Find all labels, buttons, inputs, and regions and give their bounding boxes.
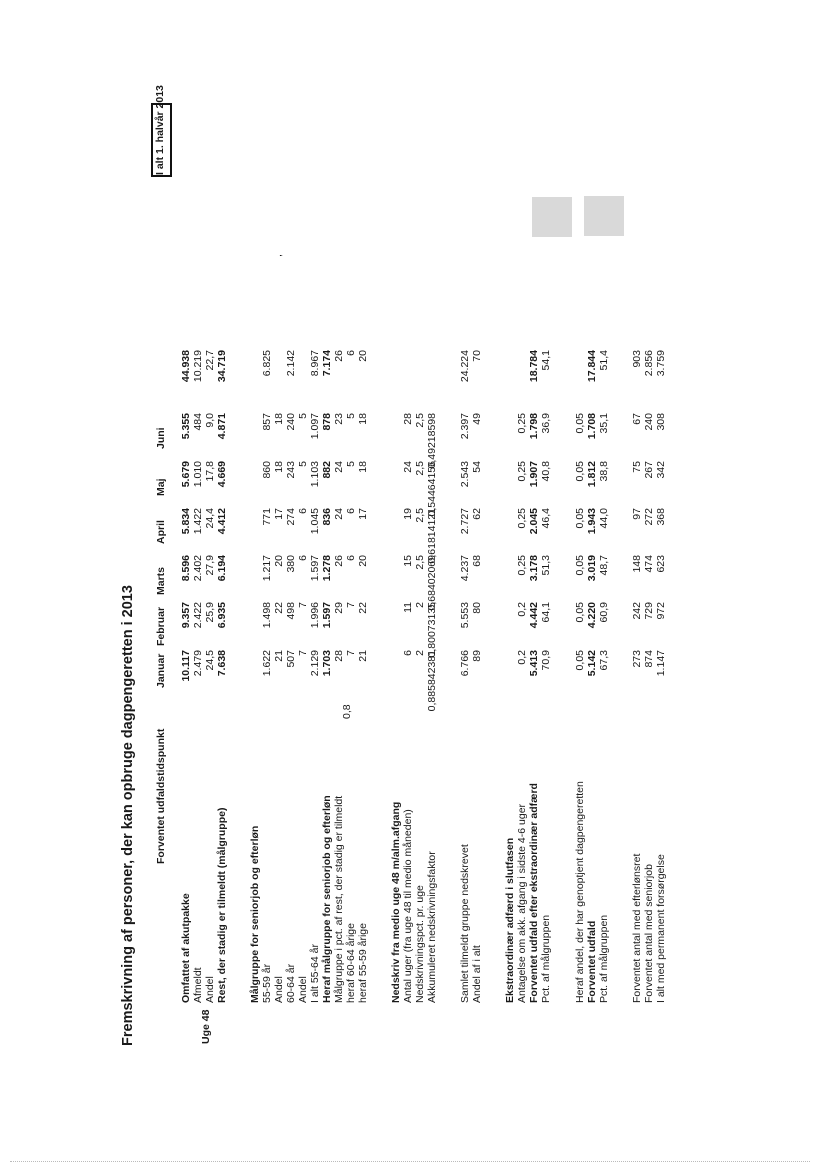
table-cell: 2.045 — [528, 508, 540, 535]
table-cell: 75 — [631, 461, 643, 473]
table-cell: 6 — [402, 650, 414, 656]
table-cell: 46,4 — [540, 508, 552, 529]
table-cell: 17.844 — [586, 350, 598, 383]
table-cell: 5.553 — [459, 602, 471, 629]
table-cell: 26 — [333, 555, 345, 567]
table-cell: 5.355 — [180, 413, 192, 440]
table-cell: 6.766 — [459, 650, 471, 677]
table-cell: 24 — [402, 461, 414, 473]
table-cell: 24,5 — [204, 650, 216, 671]
table-cell: 1.597 — [309, 555, 321, 582]
table-cell: 24,4 — [204, 508, 216, 529]
highlight-total-18784 — [532, 197, 572, 237]
row-label: Samlet tilmeldt gruppe nedskrevet — [459, 844, 471, 1003]
table-cell: 242 — [631, 602, 643, 620]
table-cell: 2.727 — [459, 508, 471, 535]
table-cell: 60,9 — [598, 602, 610, 623]
table-cell: 148 — [631, 555, 643, 573]
table-cell: 0,49218598 — [426, 413, 438, 469]
table-cell: 17,8 — [204, 461, 216, 482]
table-cell: 836 — [321, 508, 333, 526]
table-cell: 6 — [297, 508, 309, 514]
table-cell: 1.798 — [528, 413, 540, 440]
table-cell: 2,5 — [414, 413, 426, 428]
table-cell: 2.856 — [643, 350, 655, 377]
total-column-header-box — [151, 103, 172, 177]
table-cell: 67 — [631, 413, 643, 425]
row-label: I alt 55-64 år — [309, 944, 321, 1003]
table-cell: 64,1 — [540, 602, 552, 623]
row-label: Nedskriv fra medio uge 48 m/alm.afgang — [390, 801, 402, 1003]
column-header-6: I alt 1. halvår 2013 — [154, 85, 166, 175]
table-cell: 19 — [402, 508, 414, 520]
table-cell: 0,885842381 — [426, 650, 438, 712]
table-cell: 1.943 — [586, 508, 598, 535]
row-label: Andel — [204, 976, 216, 1003]
table-cell: 18.784 — [528, 350, 540, 383]
table-cell: 40,8 — [540, 461, 552, 482]
table-cell: 17 — [273, 508, 285, 520]
table-cell: 25,9 — [204, 602, 216, 623]
table-cell: 5.834 — [180, 508, 192, 535]
table-cell: 623 — [655, 555, 667, 573]
table-cell: 5.142 — [586, 650, 598, 677]
table-cell: 6.825 — [261, 350, 273, 377]
table-cell: 18 — [273, 461, 285, 473]
table-cell: 80 — [471, 602, 483, 614]
table-cell: 11 — [402, 602, 414, 613]
row-label: Andel af i alt — [471, 945, 483, 1003]
table-cell: 89 — [471, 650, 483, 662]
table-cell: 49 — [471, 413, 483, 425]
table-cell: 1.278 — [321, 555, 333, 582]
table-cell: 0,80073135 — [426, 602, 438, 658]
row-label: Andel — [273, 976, 285, 1003]
table-cell: 7 — [297, 650, 309, 656]
table-cell: 28 — [402, 413, 414, 425]
table-cell: 20 — [357, 350, 369, 362]
table-cell: 484 — [192, 413, 204, 431]
row-label: Antal uger (fra uge 48 til medio måneden) — [402, 809, 414, 1003]
table-cell: 0,68402069 — [426, 555, 438, 611]
table-cell: 51,4 — [598, 350, 610, 371]
table-cell: 857 — [261, 413, 273, 431]
row-label: Målgruppe for seniorjob og efterløn — [249, 825, 261, 1003]
table-cell: 267 — [643, 461, 655, 479]
table-cell: 23 — [333, 413, 345, 425]
table-cell: 5.413 — [528, 650, 540, 677]
table-cell: 68 — [471, 555, 483, 567]
table-cell: 44,0 — [598, 508, 610, 529]
table-cell: 4.442 — [528, 602, 540, 629]
column-header-2: Marts — [155, 566, 167, 595]
table-cell: 21 — [273, 650, 285, 662]
table-cell: 8.596 — [180, 555, 192, 582]
table-cell: 878 — [321, 413, 333, 431]
table-cell: 1.907 — [528, 461, 540, 488]
table-cell: 3.019 — [586, 555, 598, 582]
table-cell: 0,25 — [516, 461, 528, 482]
table-cell: 1.597 — [321, 602, 333, 629]
table-cell: 1.622 — [261, 650, 273, 677]
table-cell: 0,05 — [574, 602, 586, 623]
table-cell: 860 — [261, 461, 273, 479]
table-cell: 1.045 — [309, 508, 321, 535]
table-cell: 0,25 — [516, 508, 528, 529]
table-cell: 51,3 — [540, 555, 552, 576]
table-cell: 6 — [345, 350, 357, 356]
table-cell: 17 — [357, 508, 369, 520]
table-cell: 5 — [345, 413, 357, 419]
table-cell: 2.142 — [285, 350, 297, 377]
table-cell: 1.996 — [309, 602, 321, 629]
table-cell: 6.194 — [216, 555, 228, 582]
table-cell: 54,1 — [540, 350, 552, 371]
row-label: Ekstraordinær adfærd i slutfasen — [504, 837, 516, 1003]
row-label: Målgruppe i pct. af rest, der stadig er tilmeldt — [333, 795, 345, 1003]
highlight-total-17844 — [584, 196, 624, 236]
table-cell: 498 — [285, 602, 297, 620]
table-cell: 62 — [471, 508, 483, 520]
table-cell: 6 — [345, 555, 357, 561]
row-label: Forventet antal med efterlønsret — [631, 853, 643, 1003]
table-cell: 0,25 — [516, 555, 528, 576]
table-cell: 1.703 — [321, 650, 333, 677]
table-cell: 28 — [333, 650, 345, 662]
table-cell: 27,9 — [204, 555, 216, 576]
table-cell: 0,05 — [574, 555, 586, 576]
table-cell: 54 — [471, 461, 483, 473]
table-cell: 6 — [297, 555, 309, 561]
table-cell: 1.097 — [309, 413, 321, 440]
table-cell: 2.402 — [192, 555, 204, 582]
table-cell: 2.397 — [459, 413, 471, 440]
table-cell: 308 — [655, 413, 667, 431]
scan-edge-line — [10, 1161, 810, 1162]
row-label: Omfattet af akutpakke — [180, 893, 192, 1003]
header-label: Forventet udfaldstidspunkt — [155, 728, 167, 864]
table-cell: 8.967 — [309, 350, 321, 377]
table-cell: 1.708 — [586, 413, 598, 440]
table-cell: 48,7 — [598, 555, 610, 576]
table-cell: 3.759 — [655, 350, 667, 377]
table-cell: 0,2 — [516, 602, 528, 617]
table-cell: 2,5 — [414, 461, 426, 476]
row-label: Forventet udfald efter ekstraordinær adfærd — [528, 783, 540, 1003]
table-cell: 240 — [643, 413, 655, 431]
table-cell: 2.543 — [459, 461, 471, 488]
table-cell: 22 — [357, 602, 369, 614]
table-cell: 29 — [333, 602, 345, 614]
table-cell: 380 — [285, 555, 297, 573]
table-cell: 24.224 — [459, 350, 471, 383]
table-cell: 0,25 — [516, 413, 528, 434]
page-title: Fremskrivning af personer, der kan opbruge dagpengeretten i 2013 — [120, 585, 136, 1046]
table-cell: 0,2 — [516, 650, 528, 665]
table-cell: 882 — [321, 461, 333, 479]
table-cell: 22,7 — [204, 350, 216, 371]
row-label: Akkumuleret nedskrivningsfaktor — [426, 851, 438, 1003]
table-cell: 1.217 — [261, 555, 273, 582]
table-cell: 20 — [273, 555, 285, 567]
row-label: Pct. af målgruppen — [540, 914, 552, 1003]
table-cell: 5 — [297, 461, 309, 467]
table-cell: 7.174 — [321, 350, 333, 377]
table-cell: 2,5 — [414, 555, 426, 570]
column-header-5: Juni — [155, 427, 167, 449]
table-cell: 2 — [414, 650, 426, 656]
table-cell: 1.147 — [655, 650, 667, 677]
table-cell: 24 — [333, 461, 345, 473]
table-cell: 7 — [297, 602, 309, 608]
table-cell: 26 — [333, 350, 345, 362]
row-label: heraf 60-64 årige — [345, 923, 357, 1003]
table-cell: 2.422 — [192, 602, 204, 629]
table-cell: 6 — [345, 508, 357, 514]
table-cell: 5 — [297, 413, 309, 419]
row-label: Nedskrivningspct. pr. uge — [414, 885, 426, 1003]
row-label: Heraf målgruppe for seniorjob og efterløn — [321, 795, 333, 1003]
table-cell: 7 — [345, 650, 357, 656]
table-cell: 1.103 — [309, 461, 321, 488]
table-cell: 2,5 — [414, 508, 426, 523]
row-label: Afmeldt — [192, 967, 204, 1003]
table-cell: 0,05 — [574, 461, 586, 482]
table-cell: 38,8 — [598, 461, 610, 482]
table-cell: 1.010 — [192, 461, 204, 488]
table-cell: 240 — [285, 413, 297, 431]
table-cell: 368 — [655, 508, 667, 526]
table-cell: 15 — [402, 555, 414, 567]
table-cell: 474 — [643, 555, 655, 573]
column-header-1: Februar — [155, 606, 167, 646]
table-cell: 0,54464156 — [426, 461, 438, 517]
table-cell: 243 — [285, 461, 297, 479]
row-label: Andel — [297, 976, 309, 1003]
table-cell: 3.178 — [528, 555, 540, 582]
table-cell: 20 — [357, 555, 369, 567]
table-cell: 0,05 — [574, 508, 586, 529]
row-label: Heraf andel, der har genoptjent dagpengeretten — [574, 781, 586, 1003]
table-cell: 507 — [285, 650, 297, 668]
table-cell: 274 — [285, 508, 297, 526]
table-cell: 903 — [631, 350, 643, 368]
week-48-label: Uge 48 — [200, 1009, 212, 1044]
table-cell: 44.938 — [180, 350, 192, 383]
row-label: Forventet udfald — [586, 920, 598, 1003]
table-cell: 34.719 — [216, 350, 228, 383]
table-cell: 9.357 — [180, 602, 192, 629]
table-cell: 18 — [357, 413, 369, 425]
table-cell: 273 — [631, 650, 643, 668]
table-cell: 4.237 — [459, 555, 471, 582]
table-cell: 18 — [357, 461, 369, 473]
table-cell: 5.679 — [180, 461, 192, 488]
table-cell: 18 — [273, 413, 285, 425]
table-cell: 35,1 — [598, 413, 610, 434]
table-cell: 1.498 — [261, 602, 273, 629]
table-cell: 9,0 — [204, 413, 216, 428]
table-cell: 4.412 — [216, 508, 228, 535]
table-cell: 7.638 — [216, 650, 228, 677]
table-cell: 4.669 — [216, 461, 228, 488]
row-label: Antagelse om akk. afgang i sidste 4-6 uger — [516, 803, 528, 1003]
table-cell: 1.422 — [192, 508, 204, 535]
table-cell: 97 — [631, 508, 643, 520]
table-cell: 67,3 — [598, 650, 610, 671]
table-cell: 729 — [643, 602, 655, 620]
table-cell: 4.220 — [586, 602, 598, 629]
table-cell: 22 — [273, 602, 285, 614]
table-cell: 36,9 — [540, 413, 552, 434]
column-header-3: April — [155, 520, 167, 544]
column-header-0: Januar — [155, 653, 167, 688]
table-cell: 272 — [643, 508, 655, 526]
comma-mark: , — [272, 254, 284, 257]
table-cell: 0,61814121 — [426, 508, 438, 564]
row-label: Rest, der stadig er tilmeldt (målgruppe) — [216, 807, 228, 1003]
table-cell: 7 — [345, 602, 357, 608]
row-label: 55-59 år — [261, 963, 273, 1003]
table-cell: 2.479 — [192, 650, 204, 677]
table-cell: 0,05 — [574, 413, 586, 434]
row-label: heraf 55-59 årige — [357, 923, 369, 1003]
table-cell: 6.935 — [216, 602, 228, 629]
table-cell: 972 — [655, 602, 667, 620]
table-cell: 4.871 — [216, 413, 228, 440]
table-cell: 21 — [357, 650, 369, 662]
table-cell: 342 — [655, 461, 667, 479]
table-cell: 10.219 — [192, 350, 204, 383]
table-cell: 70,9 — [540, 650, 552, 671]
table-cell: 70 — [471, 350, 483, 362]
table-cell: 874 — [643, 650, 655, 668]
row-label: I alt med permanent forsørgelse — [655, 854, 667, 1003]
table-cell: 5 — [345, 461, 357, 467]
table-cell: 771 — [261, 508, 273, 526]
table-cell: 24 — [333, 508, 345, 520]
table-cell: 2 — [414, 602, 426, 608]
table-cell: 10.117 — [180, 650, 192, 682]
row-label: 60-64 år — [285, 963, 297, 1003]
row-label: Pct. af målgruppen — [598, 914, 610, 1003]
table-cell: 2.129 — [309, 650, 321, 677]
column-header-4: Maj — [155, 478, 167, 496]
table-cell: 1.812 — [586, 461, 598, 488]
side-value: 0,8 — [341, 704, 353, 719]
table-cell: 0,05 — [574, 650, 586, 671]
row-label: Forventet antal med seniorjob — [643, 864, 655, 1003]
